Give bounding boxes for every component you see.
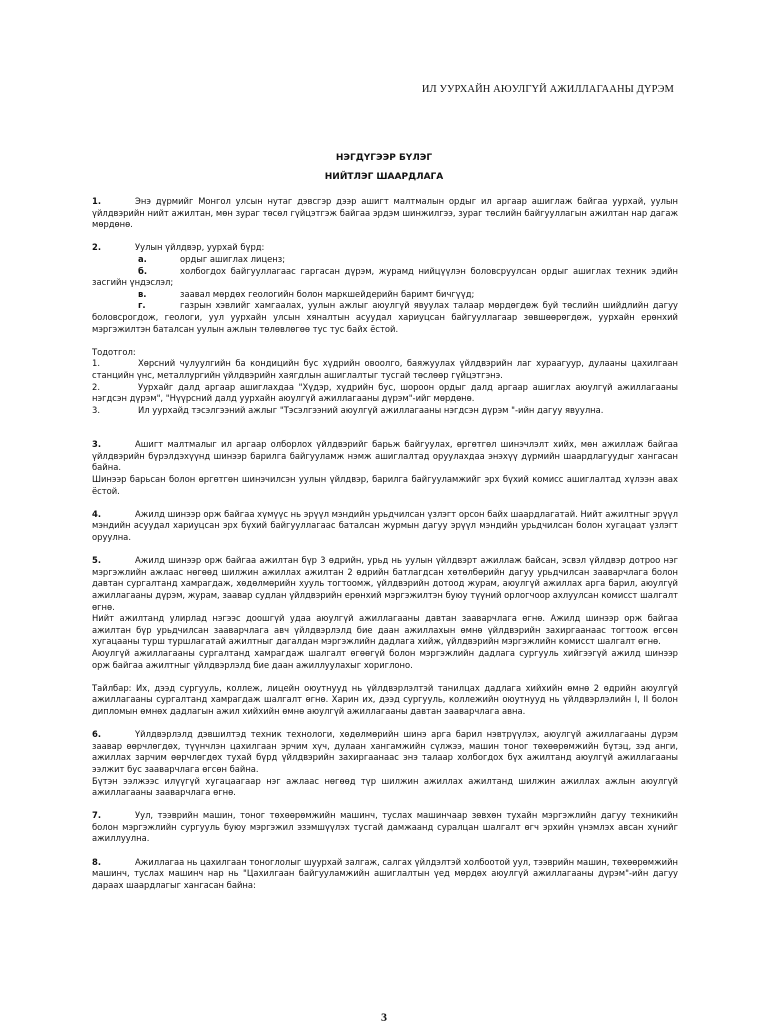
paragraph-8 [92, 857, 678, 892]
paragraph-text: Ашигт малтмалыг ил аргаар олборлох үйлдвэрийг барьж байгуулах, өргөтгөл шинэчлэлт хийх, мөн ажиллаж байгаа үйлдвэрийн бүрэлдэхүүнд шинээр барилга байгууламж нэмж ашиглалтад оруулахдаа энэхүү дүрмийн шаардлагуудыг хангасан байна. [92, 439, 678, 473]
paragraph-1 [92, 196, 678, 231]
list-item [92, 254, 678, 266]
note-text: Уурхайг далд аргаар ашиглахдаа "Хүдэр, хүдрийн бус, шороон ордыг далд аргаар ашиглах аюулгүй ажиллагааны нэгдсэн дүрэм", "Нүүрсний далд уурхайн аюулгүй ажиллагааны дүрэм"-ийг мөрдөнө. [92, 381, 678, 404]
list-item-label: в. [138, 288, 147, 299]
note-number: 2. [92, 381, 100, 392]
list-item [92, 300, 678, 335]
paragraph-3-continued: Шинээр барьсан болон өргөтгөн шинэчилсэн уулын үйлдвэр, барилга байгууламжийг эрх бүхий комисс ашиглалтад хүлээн авах ёстой. [92, 474, 678, 496]
note-number: 1. [92, 358, 100, 369]
chapter-title: НЭГДҮГЭЭР БҮЛЭГ [335, 153, 433, 163]
remark: Тайлбар: Их, дээд сургууль, коллеж, лицейн оюутнууд нь үйлдвэрлэлтэй танилцах дадлага хийхийн өмнө 2 өдрийн аюулгүй ажиллагааны сургалтанд хамрагдаж шалгалт өгнө. Харин их, дээд сургууль, коллежийн оюутнууд нь үйлдвэрлэлийн I, II болон дипломын өмнөх дадлагын ажил хийхийн өмнө аюулгүй ажиллагааны давтан зааварчлага авна. [92, 682, 678, 716]
note-text: Ил уурхайд тэсэлгээний ажлыг "Тэсэлгээний аюулгүй ажиллагааны нэгдсэн дүрэм "-ийн дагуу явуулна. [138, 404, 604, 415]
list-item-label: г. [138, 300, 146, 311]
paragraph-number: 3. [92, 439, 102, 450]
running-header: ИЛ УУРХАЙН АЮУЛГҮЙ АЖИЛЛАГААНЫ ДҮРЭМ [421, 84, 674, 95]
document-body [92, 196, 678, 891]
paragraph-7 [92, 810, 678, 845]
paragraph-number: 2. [92, 242, 102, 253]
paragraph-text: Ажилд шинээр орж байгаа ажилтан бүр 3 өдрийн, урьд нь уулын үйлдвэрт ажиллаж байсан, эсвэл үйлдвэр дотроо нэг мэргэжлийн ажлаас нөгөөд шилжин ажиллах ажилтан 2 өдрийн батлагдсан хөтөлбөрийн дагуу урьдчилсан зааварчлага болон давтан сургалтанд хамрагдаж, хөдөлмөрийн хууль тогтоомж, үйлдвэрийн дотоод журам, аюулгүй ажиллах арга барил, аюулгүй ажиллагааны дүрэм, журам, заавар судлан үйлдвэрийн ерөнхий мэргэжилтэн буюу түүний орлогчоор ахлуулсан комисст шалгалт өгнө. [92, 555, 678, 612]
paragraph-number: 6. [92, 729, 102, 740]
list-item-label: а. [138, 253, 147, 264]
paragraph-number: 7. [92, 810, 102, 821]
note-item [92, 382, 678, 405]
paragraph-5 [92, 555, 678, 613]
paragraph-4 [92, 509, 678, 544]
paragraph-2 [92, 242, 678, 254]
section-title: НИЙТЛЭГ ШААРДЛАГА [324, 172, 444, 182]
note-text: Хөрсний чулуулгийн ба кондицийн бус хүдрийн овоолго, баяжуулах үйлдвэрийн лаг хураагуур, дулааны цахилгаан станцийн үнс, металлургийн үйлдвэрийн хаягдлын ашиглалтыг тусгай төслөөр гүйцэтгэнэ. [92, 358, 678, 380]
list-item-label: б. [138, 265, 148, 276]
page-number: 3 [381, 1010, 387, 1024]
paragraph-6 [92, 729, 678, 775]
paragraph-5-continued: Аюулгүй ажиллагааны сургалтанд хамрагдаж шалгалт өгөөгүй болон мэргэжлийн дадлага сургууль хийгээгүй ажилд шинээр орж байгаа ажилтныг үйлдвэрлэлд бие даан ажиллуулахыг хориглоно. [92, 647, 678, 670]
paragraph-text: Үйлдвэрлэлд дэвшилтэд техник технологи, хөдөлмөрийн шинэ арга барил нэвтрүүлэх, аюулгүй ажиллагааны дүрэм заавар өөрчлөгдөх, түүнчлэн цахилгаан эрчим хүч, дулаан хангамжийн сүлжээ, машин тоног төхөөрөмжийн бүтэц, зэд анги, ажиллах зарчим өөрчлөгдөх тухай бүрд үйлдвэрийн захиргаанаас энэ талаар холбогдох бүх ажилтанд аюулгүй ажиллагааны ээлжит бус зааварчлага өгсөн байна. [92, 729, 678, 774]
paragraph-text: Уул, тээврийн машин, тоног төхөөрөмжийн машинч, туслах машинчаар зөвхөн тухайн мэргэжлийн дагуу техникийн болон мэргэжлийн сургууль буюу мэргэжил эзэмшүүлэх тусгай дамжаанд суралцан шалгалт өгч эрхийн үнэмлэх авсан хүнийг ажиллуулна. [92, 810, 678, 844]
paragraph-text: Ажиллагаа нь цахилгаан тоноглолыг шуурхай залгаж, салгах үйлдэлтэй холбоотой уул, тээврийн машин, төхөөрөмжийн машинч, туслах машинч нар нь "Цахилгаан байгууламжийн ашиглалтын үед мөрдөх аюулгүй ажиллагааны дүрэм"-ийн дагуу дараах шаардлагыг хангасан байна: [92, 856, 678, 890]
note-number: 3. [92, 404, 100, 415]
list-item-text: газрын хэвлийг хамгаалах, уулын ажлыг аюулгүй явуулах талаар мөрдөгдөж буй төслийн шийдлийн дагуу боловсрогдож, геологи, уул уурхайн улсын хяналтын асуудал хариуцсан байгууллагаар зөвшөөрөгдөж, уурхайн ерөнхий мэргэжилтэн баталсан уулын ажлын төлөвлөгөө тус тус байх ёстой. [92, 300, 678, 334]
paragraph-number: 5. [92, 555, 102, 566]
list-item [92, 289, 678, 301]
paragraph-3 [92, 439, 678, 474]
paragraph-number: 1. [92, 196, 102, 206]
paragraph-text: Ажилд шинээр орж байгаа хүмүүс нь эрүүл мэндийн урьдчилсан үзлэгт орсон байх шаардлагатай. Нийт ажилтныг эрүүл мэндийн асуудал хариуцсан эрх бүхий байгууллагаас баталсан журмын дагуу эрүүл мэндийн урьдчилсан болон хугацаат үзлэгт оруулна. [92, 508, 678, 543]
list-item [92, 266, 678, 289]
paragraph-text: Энэ дүрмийг Монгол улсын нутаг дэвсгэр дээр ашигт малтмалын ордыг ил аргаар ашиглаж байгаа уурхай, уулын үйлдвэрийн нийт ажилтан, мөн зураг төсөл гүйцэтгэж байгаа эрдэм шинжилгээ, зураг төслийн байгууллагын ажилтан нар дагаж мөрдөнө. [92, 196, 678, 230]
note-item [92, 358, 678, 381]
list-item-text: заавал мөрдөх геологийн болон маркшейдерийн баримт бичгүүд; [180, 288, 475, 299]
list-item-text: ордыг ашиглах лиценз; [180, 253, 286, 264]
paragraph-number: 4. [92, 508, 102, 519]
paragraph-6-continued: Бүтэн ээлжээс илүүгүй хугацаагаар нэг ажлаас нөгөөд түр шилжин ажиллах ажилтанд шилжин ажиллах ажлын аюулгүй ажиллагааны зааварчлага өгнө. [92, 775, 678, 798]
paragraph-number: 8. [92, 856, 102, 867]
list-item-text: холбогдох байгууллагаас гаргасан дүрэм, журамд нийцүүлэн боловсруулсан ордыг ашиглах техник эдийн засгийн үндэслэл; [92, 265, 678, 288]
note-item [92, 405, 678, 417]
notes-title: Тодотгол: [92, 346, 136, 357]
paragraph-text: Уулын үйлдвэр, уурхай бүрд: [135, 242, 265, 253]
paragraph-5-continued: Нийт ажилтанд улирлад нэгээс доошгүй удаа аюулгүй ажиллагааны давтан зааварчлага өгнө. Ажилд шинээр орж байгаа ажилтан бүр урьдчилсан зааварчлага авч үйлдвэрлэлд бие даан ажиллахын өмнө үйлдвэрийн захиргаанаас тогтоож өгсөн хугацааны турш туршлагатай ажилтныг дагалдан мэргэжлийн дадлага хийж, үйлдвэрийн мэргэжлийн комисст шалгалт өгнө. [92, 613, 678, 647]
